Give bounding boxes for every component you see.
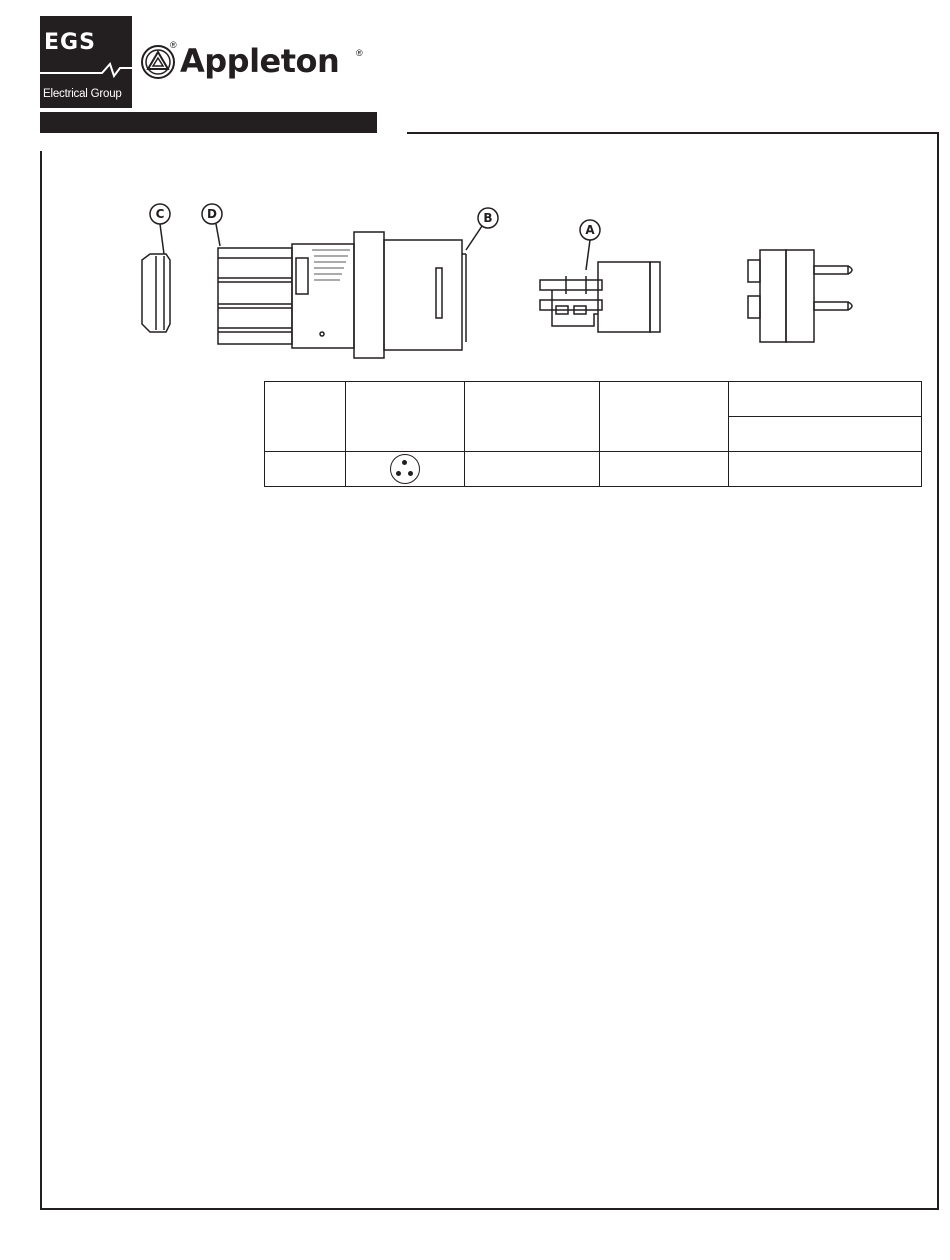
spec-table — [264, 381, 922, 487]
table-header-row — [265, 382, 922, 417]
table-cell — [265, 382, 346, 452]
product-illustration — [120, 196, 900, 366]
egs-logo-text: EGS — [44, 30, 96, 55]
table-cell — [600, 452, 729, 487]
grommet-part — [142, 254, 170, 332]
table-cell — [600, 382, 729, 452]
table-cell — [729, 417, 922, 452]
header-bar — [40, 112, 377, 133]
egs-logo — [40, 16, 132, 108]
callout-b — [466, 208, 498, 250]
contact-insert — [540, 262, 660, 332]
egs-logo-subtitle: Electrical Group — [43, 88, 122, 100]
appleton-wordmark: Appleton — [180, 42, 340, 80]
table-cell — [465, 382, 600, 452]
table-cell-icon — [346, 452, 465, 487]
registered-mark: ® — [170, 40, 177, 50]
lightning-bolt-icon — [40, 60, 132, 80]
callout-d-label: D — [207, 207, 217, 221]
table-cell — [346, 382, 465, 452]
pin-body — [748, 250, 852, 342]
callout-c-label: C — [155, 207, 165, 221]
table-cell — [465, 452, 600, 487]
plug-body — [218, 232, 466, 358]
table-cell — [729, 382, 922, 417]
table-row — [265, 452, 922, 487]
table-cell — [265, 452, 346, 487]
registered-mark: ® — [356, 48, 363, 58]
callout-a-label: A — [585, 223, 595, 237]
3-pin-receptacle-icon — [390, 454, 420, 484]
callout-b-label: B — [483, 211, 493, 225]
table-cell — [729, 452, 922, 487]
